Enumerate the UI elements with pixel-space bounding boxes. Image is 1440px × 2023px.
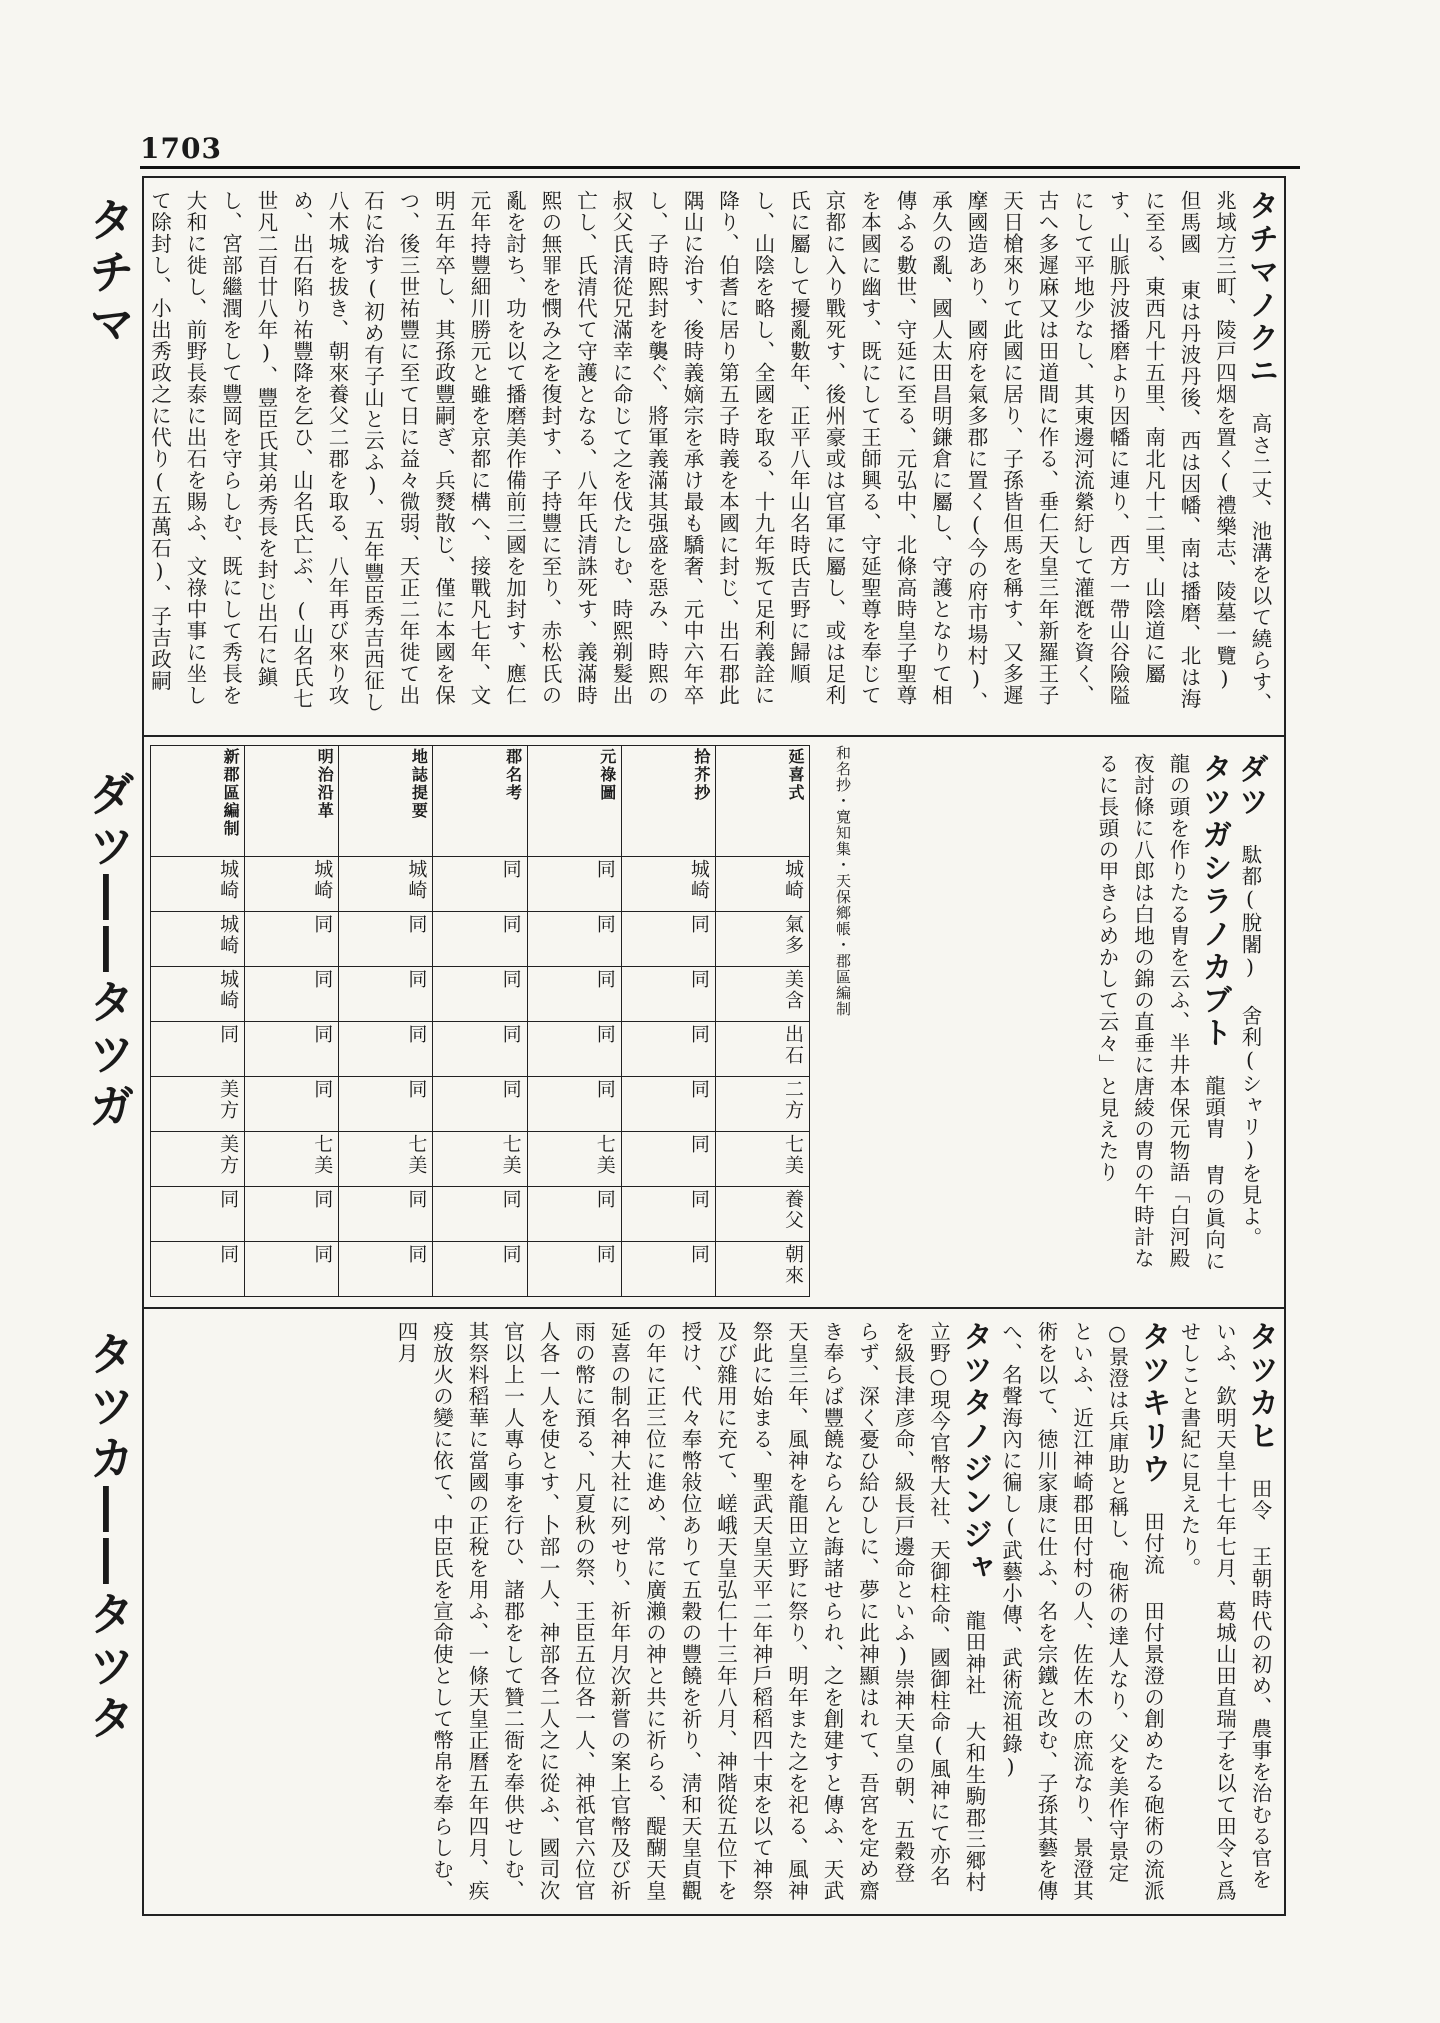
table-cell: 同 (527, 1241, 621, 1296)
section-datsu-group (806, 745, 1276, 1297)
table-header: 新郡區編制 (151, 746, 245, 857)
table-cell: 同 (527, 1022, 621, 1077)
table-cell: 同 (245, 1077, 339, 1132)
table-row (151, 1077, 810, 1132)
entry-heading: タチマノクニ (1243, 190, 1278, 388)
table-cell: 七美 (527, 1131, 621, 1186)
entry-heading: タツガシラノカブト (1196, 753, 1232, 1050)
table-cell: 城崎 (151, 857, 245, 912)
table-cell: 城崎 (621, 857, 715, 912)
entry-text: 田令 王朝時代の初め、農事を治むる官をいふ、欽明天皇十七年七月、葛城山田直瑞子を以て田令と爲せしこと書紀に見えたり。 (1177, 1321, 1272, 1902)
table-row (151, 1186, 810, 1241)
table-cell: 城崎 (245, 857, 339, 912)
table-cell: 同 (433, 1186, 527, 1241)
table-cell: 氣多 (715, 912, 809, 967)
table-cell: 同 (339, 967, 433, 1022)
entry-heading: タツカヒ (1243, 1321, 1278, 1453)
table-cell: 同 (433, 857, 527, 912)
table-row (151, 1022, 810, 1077)
table-header: 拾芥抄 (621, 746, 715, 857)
table-header: 郡區編制 (834, 953, 852, 1017)
table-cell: 同 (433, 967, 527, 1022)
table-cell: 美方 (151, 1131, 245, 1186)
table-header: 寛知集 (834, 809, 852, 857)
header-rule (140, 166, 1300, 169)
entry-heading: タツキリウ (1135, 1321, 1171, 1486)
table-row (151, 1131, 810, 1186)
table-header: 郡名考 (433, 746, 527, 857)
entry-text: 駄都(脫闍) 舍利(シャリ)を見よ。 (1238, 844, 1262, 1249)
side-heading-3: タツカ――タツタ (82, 1330, 136, 1746)
band-1 (142, 178, 1286, 733)
side-heading-2: ダツ――タツガ (82, 770, 136, 1134)
entry-heading: ダツ (1233, 753, 1268, 819)
table-cell: 同 (621, 1131, 715, 1186)
table-cell: 同 (245, 1241, 339, 1296)
table-cell: 同 (621, 1077, 715, 1132)
table-cell: 城崎 (339, 857, 433, 912)
table-cell: 城崎 (151, 912, 245, 967)
table-cell: 同 (151, 1241, 245, 1296)
table-cell: 同 (527, 912, 621, 967)
table-row (151, 857, 810, 912)
table-cell: 同 (433, 1077, 527, 1132)
section-tatsuka-group (142, 1309, 1286, 1914)
table-cell: 七美 (715, 1131, 809, 1186)
table-cell: 城崎 (715, 857, 809, 912)
table-cell: 同 (339, 1241, 433, 1296)
table-row (151, 912, 810, 967)
entry-text: 田付流 田付景澄の創めたる砲術の流派○景澄は兵庫助と稱し、砲術の達人なり、父を美作守景定といふ、近江神崎郡田付村の人、佐佐木の庶流なり、景澄其術を以て、徳川家康に仕ふ、名を宗鐵と改む、子孫其藝を傳へ、名聲海內に徧し(武藝小傳、武術流祖錄) (998, 1321, 1165, 1902)
table-header: 地誌提要 (339, 746, 433, 857)
table-cell: 同 (621, 967, 715, 1022)
table-cell: 美含 (715, 967, 809, 1022)
table-cell: 同 (527, 1186, 621, 1241)
table-row (151, 1241, 810, 1296)
table-header-row (151, 746, 810, 857)
table-cell: 同 (433, 1241, 527, 1296)
table-cell: 美方 (151, 1077, 245, 1132)
table-cell: 七美 (245, 1131, 339, 1186)
table-cell: 同 (527, 857, 621, 912)
table-cell: 同 (527, 967, 621, 1022)
table-cell: 養父 (715, 1186, 809, 1241)
table-header: 明治沿革 (245, 746, 339, 857)
table-cell: 同 (621, 1241, 715, 1296)
section-tachima (142, 178, 1286, 733)
table-wrap (150, 745, 810, 1297)
table-header: 延喜式 (715, 746, 809, 857)
county-table (150, 745, 810, 1297)
table-cell: 七美 (433, 1131, 527, 1186)
table-cell: 同 (621, 912, 715, 967)
table-cell: 同 (245, 1186, 339, 1241)
table-cell: 同 (339, 1186, 433, 1241)
table-header: 元祿圖 (527, 746, 621, 857)
page-number: 1703 (140, 132, 222, 165)
table-cell: 朝來 (715, 1241, 809, 1296)
table-cell: 同 (527, 1077, 621, 1132)
table-cell: 同 (339, 912, 433, 967)
table-cell: 同 (151, 1022, 245, 1077)
table-extra-headers: 和名抄・寛知集・天保鄉帳・郡區編制 (834, 745, 852, 1017)
table-cell: 同 (339, 1077, 433, 1132)
table-cell: 同 (621, 1186, 715, 1241)
table-cell: 七美 (339, 1131, 433, 1186)
table-cell: 同 (621, 1022, 715, 1077)
entry-text: 龍田神社 大和生駒郡三郷村立野○現今官幣大社、天御柱命、國御柱命(風神にて亦名を級長津彦命、級長戸邊命といふ)崇神天皇の朝、五穀登らず、深く憂ひ給ひしに、夢に此神顯はれて、吾宮を定め齋き奉らば豐饒ならんと誨諸せられ、之を創建すと傳ふ、天武天皇三年、風神を龍田立野に祭り、明年また之を祀る、風神祭此に始まる、聖武天皇天平二年神戶稻稻四十束を以て神祭及び雜用に充て、嵯峨天皇弘仁十三年八月、神階從五位下を授け、代々奉幣敍位ありて五穀の豐饒を祈り、淸和天皇貞觀の年に正三位に進め、常に廣瀨の神と共に祈らる、醍醐天皇延喜の制名神大社に列せり、祈年月次新嘗の案上官幣及び祈雨の幣に預る、凡夏秋の祭、王臣五位各一人、神祇官六位官人各一人を使とす、卜部一人、神部各二人之に從ふ、國司次官以上一人專ら事を行ひ、諸郡をして贊二衙を奉供せしむ、其祭料稻華に當國の正稅を用ふ、一條天皇正曆五年四月、疾疫放火の變に依て、中臣氏を宣命使として幣帛を奉らしむ、四月 (394, 1321, 986, 1902)
entry-heading: タツタノジンジャ (957, 1321, 992, 1585)
table-row (151, 967, 810, 1022)
table-cell: 出石 (715, 1022, 809, 1077)
table-cell: 二方 (715, 1077, 809, 1132)
band-3 (142, 1309, 1286, 1914)
side-heading-1: タチマ (82, 196, 136, 352)
band-2 (142, 737, 1286, 1305)
table-cell: 同 (151, 1186, 245, 1241)
entry-text: 高さ二丈、池溝を以て繞らす、兆域方三町、陵戸四烟を置く(禮樂志、陵墓一覽) 但馬國 東は丹波丹後、西は因幡、南は播磨、北は海に至る、東西凡十五里、南北凡十二里、山陰道に屬す、山脈丹波播磨より因幡に連り、西方一帶山谷險隘にして平地少なし、其東邊河流縈紆して灌漑を資く、古へ多遲麻又は田道間に作る、垂仁天皇三年新羅王子天日槍來りて此國に居り、子孫皆但馬を稱す、又多遲摩國造あり、國府を氣多郡に置く(今の府市場村)、承久の亂、國人太田昌明鎌倉に屬し、守護となりて相傳ふる數世、守延に至る、元弘中、北條高時皇子聖尊を本國に幽す、既にして王師興る、守延聖尊を奉じて京都に入り戰死す、後州豪或は官軍に屬し、或は足利氏に屬して擾亂數年、正平八年山名時氏吉野に歸順し、山陰を略し、全國を取る、十九年叛て足利義詮に降り、伯耆に居り第五子時義を本國に封じ、出石郡此隅山に治す、後時義嫡宗を承け最も驕奢、元中六年卒し、子時熙封を襲ぐ、將軍義滿其强盛を惡み、時熙の叔父氏清從兄滿幸に命じて之を伐たしむ、時熙剃髮出亡し、氏清代て守護となる、八年氏清誅死す、義滿時熙の無罪を憫み之を復封す、子持豐に至り、赤松氏の亂を討ち、功を以て播磨美作備前三國を加封す、應仁元年持豐細川勝元と雖を京都に構へ、接戰凡七年、文明五年卒し、其孫政豐嗣ぎ、兵燹散じ、僅に本國を保つ、後三世祐豐に至て日に益々微弱、天正二年徙て出石に治す(初め有子山と云ふ)、五年豐臣秀吉西征し八木城を拔き、朝來養父二郡を取る、八年再び來り攻め、出石陷り祐豐降を乞ひ、山名氏亡ぶ、(山名氏七世凡二百廿八年)、豐臣氏其弟秀長を封じ出石に鎭し、宮部繼潤をして豐岡を守らしむ、既にして秀長を大和に徙し、前野長泰に出石を賜ふ、文祿中事に坐して除封し、小出秀政之に代り(五萬石)、子吉政嗣 (147, 190, 1272, 714)
table-cell: 同 (245, 1022, 339, 1077)
table-cell: 同 (339, 1022, 433, 1077)
table-cell: 同 (245, 912, 339, 967)
table-cell: 同 (433, 1022, 527, 1077)
table-cell: 同 (433, 912, 527, 967)
entry-text: 龍頭胄 胄の眞向に龍の頭を作りたる胄を云ふ、半井本保元物語「白河殿夜討條に八郎は白地の錦の直垂に唐綾の胄の午時計なるに長頭の甲きらめかして云々」と見えたり (1095, 753, 1226, 1272)
table-cell: 同 (245, 967, 339, 1022)
table-header: 天保鄉帳 (834, 873, 852, 937)
table-cell: 城崎 (151, 967, 245, 1022)
table-header: 和名抄 (834, 745, 852, 793)
